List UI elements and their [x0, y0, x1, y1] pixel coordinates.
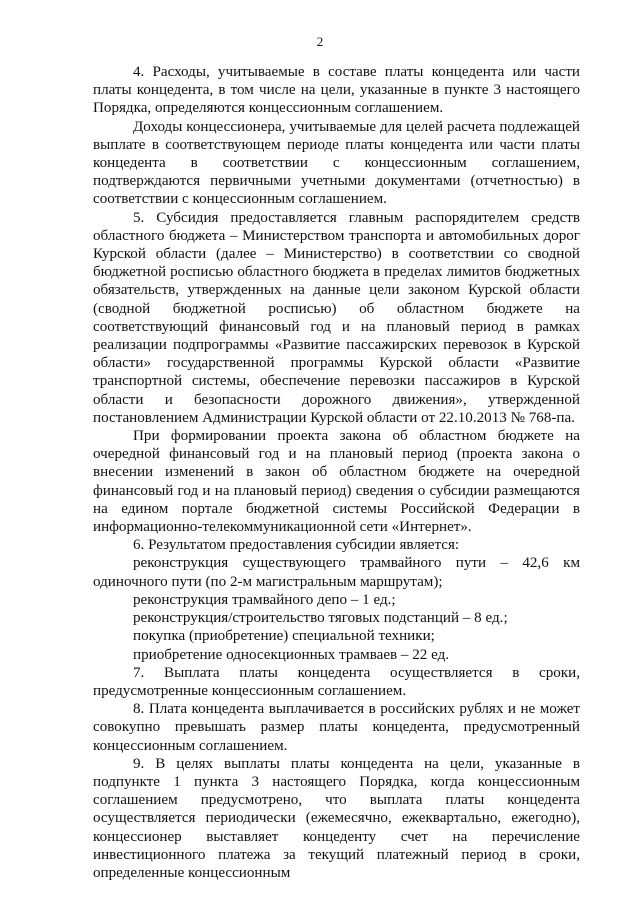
- paragraph-9: 9. В целях выплаты платы концедента на цели, указанные в подпункте 1 пункта 3 настоящего Порядка, когда концессионным соглашением предусмотрено, что выплата платы концедента осуществляется периодически (ежемесячно, ежеквартально, ежегодно), концессионер выставляет концеденту счет на перечисление инвестиционного платежа за текущий платежный период в сроки, определенные концессионным: [93, 755, 580, 881]
- list-item-tram-track: реконструкция существующего трамвайного пути – 42,6 км одиночного пути (по 2-м магистральным маршрутам);: [93, 555, 580, 590]
- list-item-traction-substations: реконструкция/строительство тяговых подстанций – 8 ед.;: [133, 610, 508, 627]
- paragraph-budget-law-draft: При формировании проекта закона об областном бюджете на очередной финансовый год и на плановый период (проекта закона о внесении изменений в закон об областном бюджете на очередной финансовый год и на плановый период) сведения о субсидии размещаются на едином портале бюджетной системы Российской Федерации в информационно-телекоммуникационной сети «Интернет».: [93, 428, 580, 536]
- paragraph-5: 5. Субсидия предоставляется главным распорядителем средств областного бюджета – Министерством транспорта и автомобильных дорог Курской области (далее – Министерство) в соответствии со сводной бюджетной росписью областного бюджета в пределах лимитов бюджетных обязательств, утвержденных на данные цели законом Курской области (сводной бюджетной росписью) об областном бюджете на соответствующий финансовый год и на плановый период в рамках реализации подпрограммы «Развитие пассажирских перевозок в Курской области» государственной программы Курской области «Развитие транспортной системы, обеспечение перевозки пассажиров в Курской области и безопасности дорожного движения», утвержденной постановлением Администрации Курской области от 22.10.2013 № 768-па.: [93, 209, 580, 426]
- paragraph-7: 7. Выплата платы концедента осуществляется в сроки, предусмотренные концессионным соглашением.: [93, 664, 580, 699]
- document-body: [93, 63, 580, 882]
- paragraph-4: 4. Расходы, учитываемые в составе платы концедента или части платы концедента, в том числе на цели, указанные в пункте 3 настоящего Порядка, определяются концессионным соглашением.: [93, 64, 580, 117]
- paragraph-6: 6. Результатом предоставления субсидии является:: [133, 537, 460, 554]
- paragraph-concessionaire-income: Доходы концессионера, учитываемые для целей расчета подлежащей выплате в соответствующем периоде платы концедента или части платы концедента в соответствии с концессионным соглашением, подтверждаются первичными учетными документами (отчетностью) в соответствии с концессионным соглашением.: [93, 118, 580, 208]
- list-item-special-equipment: покупка (приобретение) специальной техники;: [133, 628, 435, 645]
- list-item-trams: приобретение односекционных трамваев – 22 ед.: [133, 646, 450, 663]
- list-item-tram-depot: реконструкция трамвайного депо – 1 ед.;: [133, 591, 396, 608]
- paragraph-8: 8. Плата концедента выплачивается в российских рублях и не может совокупно превышать размер платы концедента, предусмотренный концессионным соглашением.: [93, 701, 580, 754]
- page-number: 2: [316, 34, 324, 49]
